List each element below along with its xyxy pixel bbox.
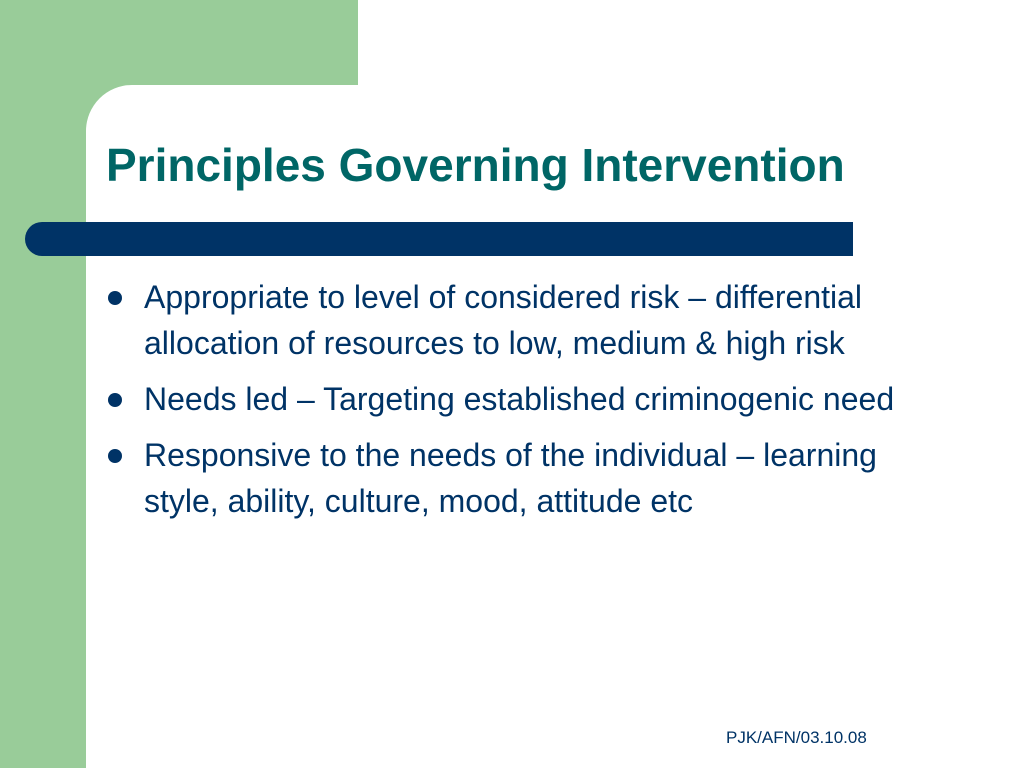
bullet-item (106, 274, 926, 366)
bullet-text: Appropriate to level of considered risk – differential allocation of resources to low, medium & high risk (144, 279, 863, 361)
top-right-background (358, 0, 1024, 86)
bullet-dot-icon (108, 449, 122, 463)
bullet-dot-icon (108, 393, 122, 407)
bullet-item (106, 432, 926, 524)
slide-footer: PJK/AFN/03.10.08 (726, 728, 867, 747)
slide-title: Principles Governing Intervention (106, 139, 845, 191)
bullet-item (106, 376, 926, 422)
bullet-dot-icon (108, 291, 122, 305)
bullet-list (106, 274, 926, 534)
bullet-text: Needs led – Targeting established criminogenic need (144, 381, 895, 417)
title-divider-bar (25, 222, 853, 256)
bullet-text: Responsive to the needs of the individual – learning style, ability, culture, mood, attitude etc (144, 437, 877, 519)
